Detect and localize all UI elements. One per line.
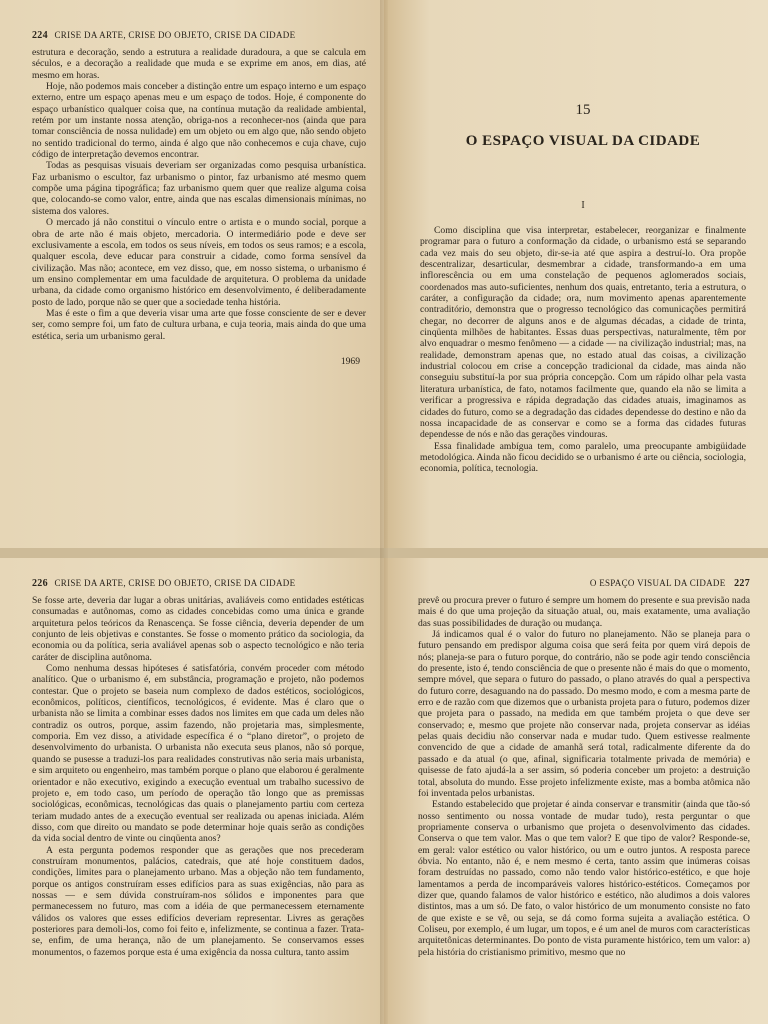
chapter-title: O ESPAÇO VISUAL DA CIDADE bbox=[465, 133, 701, 149]
paragraph: estrutura e decoração, sendo a estrutura a realidade duradoura, a que se calcula em séculos, e a decoração a realidade que muda e se exprime em anos, em dias, até mesmo em horas. bbox=[32, 47, 366, 81]
paragraph: Hoje, não podemos mais conceber a distinção entre um espaço interno e um espaço externo, entre um espaço apenas meu e um espaço de todos. Hoje, é componente do espaço urbanístico qualquer coisa que, na contínua mutação da realidade ambiental, retém por um instante nossa atenção, obriga-nos a reconhecer-nos (ainda que para tomar consciência de nossa nulidade) em um objeto ou em algo que, não sendo objeto no sentido tradicional do termo, ainda é algo que não conhecemos e cuja chave, cujo código de interpretação devemos encontrar. bbox=[32, 81, 366, 161]
paragraph: Todas as pesquisas visuais deveriam ser organizadas como pesquisa urbanística. Faz urbanismo o escultor, faz urbanismo o pintor, faz urbanismo até mesmo quem compõe uma página tipográfica; faz urbanismo quem quer que realize alguma coisa que, colocando-se como valor, entre, ainda que nas escalas dimensionais mínimas, no sistema dos valores. bbox=[32, 160, 366, 217]
book-page-chapter-15 bbox=[384, 0, 768, 548]
page-body bbox=[32, 47, 366, 342]
chapter-number: 15 bbox=[575, 102, 591, 118]
page-body bbox=[32, 595, 364, 958]
paragraph: Essa finalidade ambígua tem, como paralelo, uma preocupante ambigüidade metodológica. Ainda não ficou decidido se o urbanismo é arte ou ciência, sociologia, economia, política, tecnologia. bbox=[420, 440, 746, 475]
section-number: I bbox=[581, 200, 585, 211]
paragraph: prevê ou procura prever o futuro é sempre um homem do presente e sua previsão nada mais é do que uma projeção da situação atual, ou, mais exatamente, uma avaliação das suas possibilidades de duração ou mudança. bbox=[418, 595, 750, 629]
book-gutter bbox=[380, 0, 388, 1024]
paragraph: Se fosse arte, deveria dar lugar a obras unitárias, avaliáveis como entidades estéticas consumadas e autônomas, como as cidades concebidas como uma única e grande arquitetura pelos teóricos da Renascença. Se fosse ciência, deveria depender de um conjunto de leis objetivas e constantes. Se fosse o momento prático da sociologia, da economia ou da política, seria avaliável apenas sob o aspecto tecnológico e não teria caráter de disciplina autônoma. bbox=[32, 595, 364, 663]
book-page-227 bbox=[384, 558, 768, 1024]
paragraph: Mas é este o fim a que deveria visar uma arte que fosse consciente de ser e dever ser, como sempre foi, um fato de cultura urbana, e cuja teoria, mais ainda do que uma estética, seria um urbanismo geral. bbox=[32, 307, 366, 342]
page-number: 227 bbox=[734, 578, 750, 589]
paragraph: Como nenhuma dessas hipóteses é satisfatória, convém proceder com método analítico. Que o urbanismo é, em substância, programação e projeto, não podemos contestar. Que o projeto se baseia num complexo de dados estéticos, sociológicos, econômicos, políticos, científicos, tecnológicos, é evidente. Mas é claro que o urbanista não se limita a combinar esses dados nos limites em que cada um deles não contradiz os outros, porque, assim fazendo, não projetaria mas, simplesmente, comporia. Em vez disso, a atividade específica é o “plano diretor”, o projeto de desenvolvimento do urbanista. O urbanista não executa seus planos, não só porque, quando se pusesse a traduzi-los para realidades construtivas não seria mais urbanista, e sim arquiteto ou engenheiro, mas também porque o plano que elaborou é geralmente orientador e não executivo, exigindo a execução eventual um trabalho sucessivo de projeto e, em todo caso, um período de operação tão longo que as premissas sociológicas, econômicas, tecnológicas das quais o planejamento partiu com certeza teriam mudado antes de a execução eventual ser realizada ou apenas iniciada. Além disso, com que direito ou mandato se pode determinar hoje quais serão as condições da vida social dentro de vinte ou cinqüenta anos? bbox=[32, 663, 364, 845]
paragraph: A esta pergunta podemos responder que as gerações que nos precederam construíram monumentos, palácios, catedrais, que até hoje constituem dados, condições, limites para o planejamento urbano. Mas a objeção não tem fundamento, porque os antigos construíram esses edifícios para as suas exigências, não para as nossas — e sem dúvida construíram-nos sólidos e imponentes para que permanecessem no futuro, mas com a idéia de que permanecessem eternamente válidos os valores que esses edifícios deveriam representar. Livres as gerações posteriores para demoli-los, como foi feito e, infelizmente, se continua a fazer. Trata-se, enfim, de uma herança, não de um planejamento. Se conservamos esses monumentos, o fazemos porque esta é uma exigência da nossa cultura, tanto assim bbox=[32, 844, 364, 958]
running-head-title: CRISE DA ARTE, CRISE DO OBJETO, CRISE DA CIDADE bbox=[54, 30, 296, 40]
page-body bbox=[418, 595, 750, 958]
page-body bbox=[420, 225, 746, 475]
book-page-224 bbox=[0, 0, 384, 548]
running-head bbox=[418, 578, 750, 589]
paragraph: Já indicamos qual é o valor do futuro no planejamento. Não se planeja para o futuro pensando em predispor alguma coisa que será feita por quem virá depois de nós; planeja-se para o futuro porque, do contrário, não se pode agir tendo consciência do presente, isto é, tendo consciência de que o presente não é mais do que o momento, sempre móvel, que separa o futuro do passado, o plano através do qual a perspectiva do futuro corre, desaguando na do passado. Do mesmo modo, e com a mesma parte de erro e de razão com que dizemos que o urbanista projeta para o futuro, podemos dizer que projeta para o passado, na medida em que também projeta o que deve ser conservado; e, mesmo que projete não conservar nada, projeta conservar as idéias pelas quais decidiu não conservar nada e mudar tudo. Quem estivesse realmente convencido de que a cidade de amanhã será total, radicalmente diferente da do passado e da atual (o que, afinal, significaria totalmente privada de memória) e quisesse de fato ajudá-la a ser assim, só poderia conceber um projeto: a destruição total, absoluta do mundo. Esse projeto infelizmente existe, mas a bomba atômica não foi inventada pelos urbanistas. bbox=[418, 629, 750, 799]
running-head-title: CRISE DA ARTE, CRISE DO OBJETO, CRISE DA CIDADE bbox=[54, 578, 296, 588]
running-head-title: O ESPAÇO VISUAL DA CIDADE bbox=[589, 578, 726, 588]
essay-date: 1969 bbox=[340, 355, 360, 367]
running-head bbox=[32, 578, 364, 589]
page-number: 226 bbox=[32, 578, 48, 589]
paragraph: Como disciplina que visa interpretar, estabelecer, reorganizar e finalmente programar para o futuro a conformação da cidade, o urbanismo está se separando cada vez mais do seu objeto, dir-se-ia até que aspira a destruí-lo. Ora propõe descentralizar, desarticular, desmembrar a cidade, transformando-a em uma inflorescência ou em uma constelação de pequenos aglomerados sociais, coordenados mas auto-suficientes, nenhum dos quais, entretanto, teria a estrutura, o caráter, a configuração da cidade; ora, num movimento apenas aparentemente contraditório, demonstra que o progresso tecnológico das comunicações permitirá chegar, no decorrer de alguns anos e de algumas décadas, a cidade de trinta, cinqüenta milhões de habitantes. Essas duas perspectivas, naturalmente, têm por alvo enquadrar o mesmo fenômeno — a cidade — na civilização industrial; mas, na realidade, demonstram apenas que, no estado atual das coisas, a civilização industrial colocou em crise a concepção tradicional da cidade, mas ainda não conseguiu substituí-la por sua própria concepção. Com um rápido olhar pela vasta literatura urbanística, de fato, notamos facilmente que, quando ela não se limita a verificar a progressiva e rápida degradação das cidades atuais, imaginamos as cidades do futuro, como se a degradação das cidades dependesse do destino e não da nossa incapacidade de as conservar e como se a forma das cidades futuras dependesse de nós e não das gerações vindouras. bbox=[420, 225, 746, 441]
page-number: 224 bbox=[32, 30, 48, 41]
running-head bbox=[32, 30, 366, 41]
paragraph: Estando estabelecido que projetar é ainda conservar e transmitir (ainda que tão-só nosso sentimento ou nossa vontade de mudar tudo), resta perguntar o que propriamente conserva o urbanismo que projeta o desenvolvimento das cidades. Conserva o que tem valor. Mas o que tem valor? E que tipo de valor? Responde-se, em geral: valor estético ou valor histórico, ou um e outro juntos. A resposta parece óbvia. No entanto, não é, e nem mesmo é certa, tanto assim que inúmeras coisas foram destruídas no passado, como não tendo valor histórico-estético, e que hoje lamentamos a perda de incomparáveis valores histórico-estéticos. Começamos por dizer que, quando falamos de valor histórico e estético, não aludimos a dois valores distintos, mas a um só. De fato, o valor histórico de um monumento consiste no fato de que existe e se vê, ou seja, se dá como forma sujeita a avaliação estética. O Coliseu, por exemplo, é um lugar, um topos, e é um anel de muros com características arquitetônicas determinantes. Do ponto de vista puramente histórico, tem um valor: a) pela história do cristianismo primitivo, mesmo que no bbox=[418, 799, 750, 958]
book-page-226 bbox=[0, 558, 384, 1024]
paragraph: O mercado já não constitui o vínculo entre o artista e o mundo social, porque a obra de arte não é mais objeto, mercadoria. O intermediário pode e deve ser exclusivamente a escola, em todos os seus níveis, em todos os seus ramos; e a escola, qualquer escola, deve educar para construir a cidade, como forma sensível da civilização. Mas não; acontece, em vez disso, que, em nosso sistema, o urbanismo é um ensino complementar em uma faculdade de arquitetura. O problema da unidade urbana, da cidade como organismo histórico em desenvolvimento, é deliberadamente posto de lado, porque não se quer que a sociedade tenha história. bbox=[32, 217, 366, 308]
